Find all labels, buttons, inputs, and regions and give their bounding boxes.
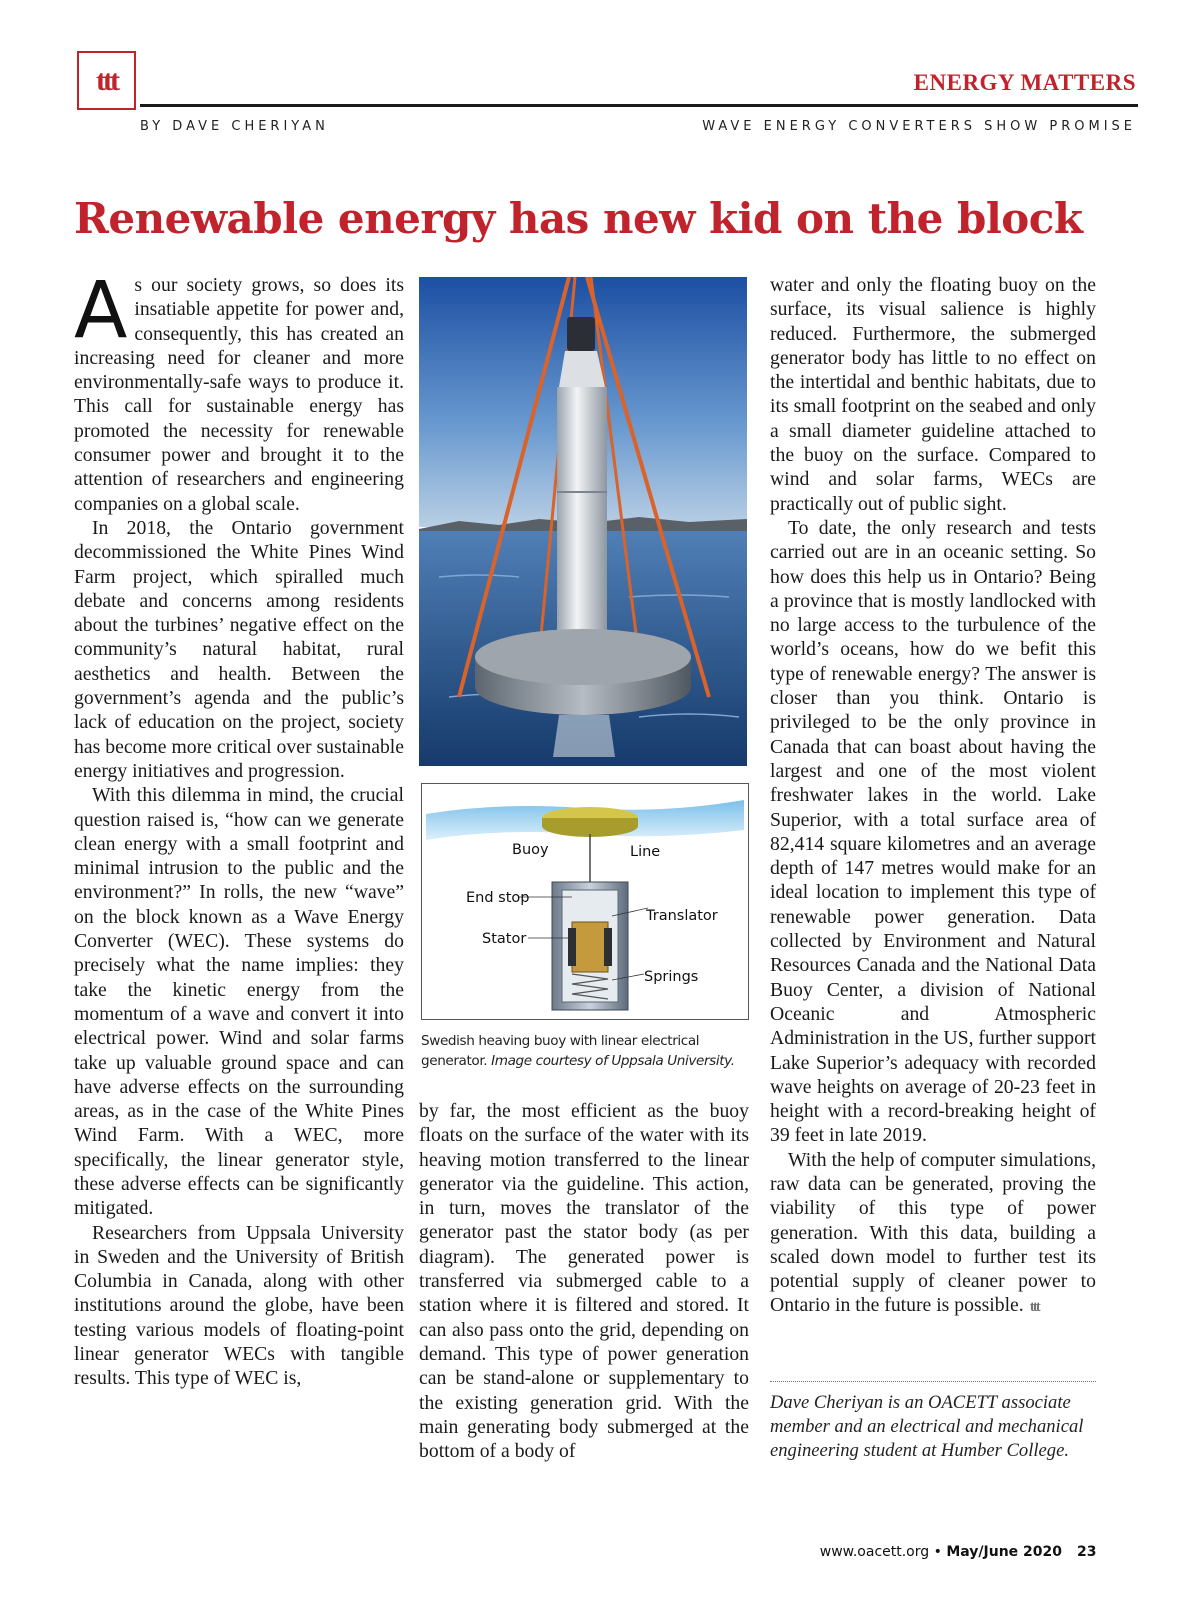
paragraph: water and only the floating buoy on the surface, its visual salience is highly reduced. Furthermore, the submerged generator body has little to no effect on the intertidal and benthic habitats, due to its small footprint on the seabed and only a small diameter guideline attached to the buoy on the surface. Compared to wind and solar farms, WECs are practically out of public sight.	[770, 274, 1096, 515]
diagram-label-line: Line	[630, 844, 661, 860]
footer-separator: •	[933, 1544, 942, 1560]
diagram-label-stator: Stator	[482, 931, 527, 947]
diagram-label-springs: Springs	[644, 969, 699, 985]
caption-credit: Image courtesy of Uppsala University.	[491, 1053, 735, 1069]
footer-issue: May/June 2020	[946, 1544, 1062, 1560]
end-mark-icon: ttt	[1029, 1299, 1039, 1316]
diagram-label-end-stop: End stop	[466, 890, 530, 906]
header-rule	[140, 104, 1138, 107]
drop-cap: A	[74, 266, 128, 356]
buoy-photo	[419, 277, 747, 766]
section-title: ENERGY MATTERS	[913, 70, 1136, 95]
footer-url: www.oacett.org	[819, 1544, 930, 1560]
caption-text: Swedish heaving buoy with linear electrical generator.	[421, 1033, 700, 1069]
article-column-1	[74, 266, 404, 1391]
kicker: WAVE ENERGY CONVERTERS SHOW PROMISE	[702, 119, 1136, 134]
article-column-3	[770, 273, 1096, 1320]
wec-diagram	[421, 783, 749, 1020]
headline: Renewable energy has new kid on the block	[74, 194, 1083, 243]
article-column-2	[419, 1099, 749, 1463]
byline: BY DAVE CHERIYAN	[140, 119, 329, 134]
author-bio: Dave Cheriyan is an OACETT associate member and an electrical and mechanical engineering student at Humber College.	[770, 1392, 1084, 1461]
diagram-label-translator: Translator	[646, 908, 718, 924]
figure-caption	[421, 1031, 761, 1071]
paragraph: As our society grows, so does its insatiable appetite for power and, consequently, this has created an increasing need for cleaner and more environmentally-safe ways to produce it. This call for sustainable energy has promoted the necessity for renewable consumer power and brought it to the attention of researchers and engineering companies on a global scale.	[74, 266, 404, 515]
logo-mark: ttt	[96, 63, 117, 97]
diagram-label-buoy: Buoy	[512, 842, 549, 858]
page-number: 23	[1077, 1544, 1097, 1560]
paragraph: To date, the only research and tests carried out are in an oceanic setting. So how does this help us in Ontario? Being a province that is mostly landlocked with no large access to the turbulence of the world’s oceans, how do we befit this type of renewable energy? The answer is closer than you think. Ontario is privileged to be the only province in Canada that can boast about having the largest and one of the most violent freshwater lakes in the world. Lake Superior, with a total surface area of 82,414 square kilometres and an average depth of 147 metres would make for an ideal location to implement this type of renewable power generation. Data collected by Environment and Natural Resources Canada and the National Data Buoy Center, a division of National Oceanic and Atmospheric Administration in the US, further support Lake Superior’s adequacy with recorded wave heights on average of 20-23 feet in height with a record-breaking height of 39 feet in late 2019.	[770, 516, 1096, 1147]
bio-divider	[770, 1381, 1096, 1382]
paragraph: With this dilemma in mind, the crucial question raised is, “how can we generate clean energy with a small footprint and minimal intrusion to the public and the environment?” In rolls, the new “wave” on the block known as a Wave Energy Converter (WEC). These systems do precisely what the name implies: they take the kinetic energy from the momentum of a wave and convert it into electrical power. Wind and solar farms take up valuable ground space and can have adverse effects on the surrounding areas, as in the case of the White Pines Wind Farm. With a WEC, more specifically, the linear generator style, these adverse effects can be significantly mitigated.	[74, 784, 404, 1220]
oacett-logo	[77, 51, 136, 110]
paragraph: by far, the most efficient as the buoy floats on the surface of the water with its heaving motion transferred to the linear generator via the guideline. This action, in turn, moves the translator of the generator past the stator body (as per diagram). The generated power is transferred via submerged cable to a station where it is filtered and stored. It can also pass onto the grid, depending on demand. This type of power generation can be stand-alone or supplementary to the existing generation grid. With the main generating body submerged at the bottom of a body of	[419, 1100, 749, 1463]
paragraph: With the help of computer simulations, raw data can be generated, proving the viability of this type of power generation. With this data, building a scaled down model to further test its potential supply of cleaner power to Ontario in the future is possible. ttt	[770, 1148, 1096, 1317]
paragraph: Researchers from Uppsala University in Sweden and the University of British Columbia in Canada, along with other institutions around the globe, have been testing various models of floating-point linear generator WECs with tangible results. This type of WEC is,	[74, 1221, 404, 1390]
footer	[820, 1544, 1062, 1560]
paragraph: In 2018, the Ontario government decommissioned the White Pines Wind Farm project, which spiralled much debate and concerns among residents about the turbines’ negative effect on the community’s natural habitat, rural aesthetics and health. Between the government’s agenda and the public’s lack of education on the project, society has become more critical over sustainable energy initiatives and progression.	[74, 516, 404, 782]
